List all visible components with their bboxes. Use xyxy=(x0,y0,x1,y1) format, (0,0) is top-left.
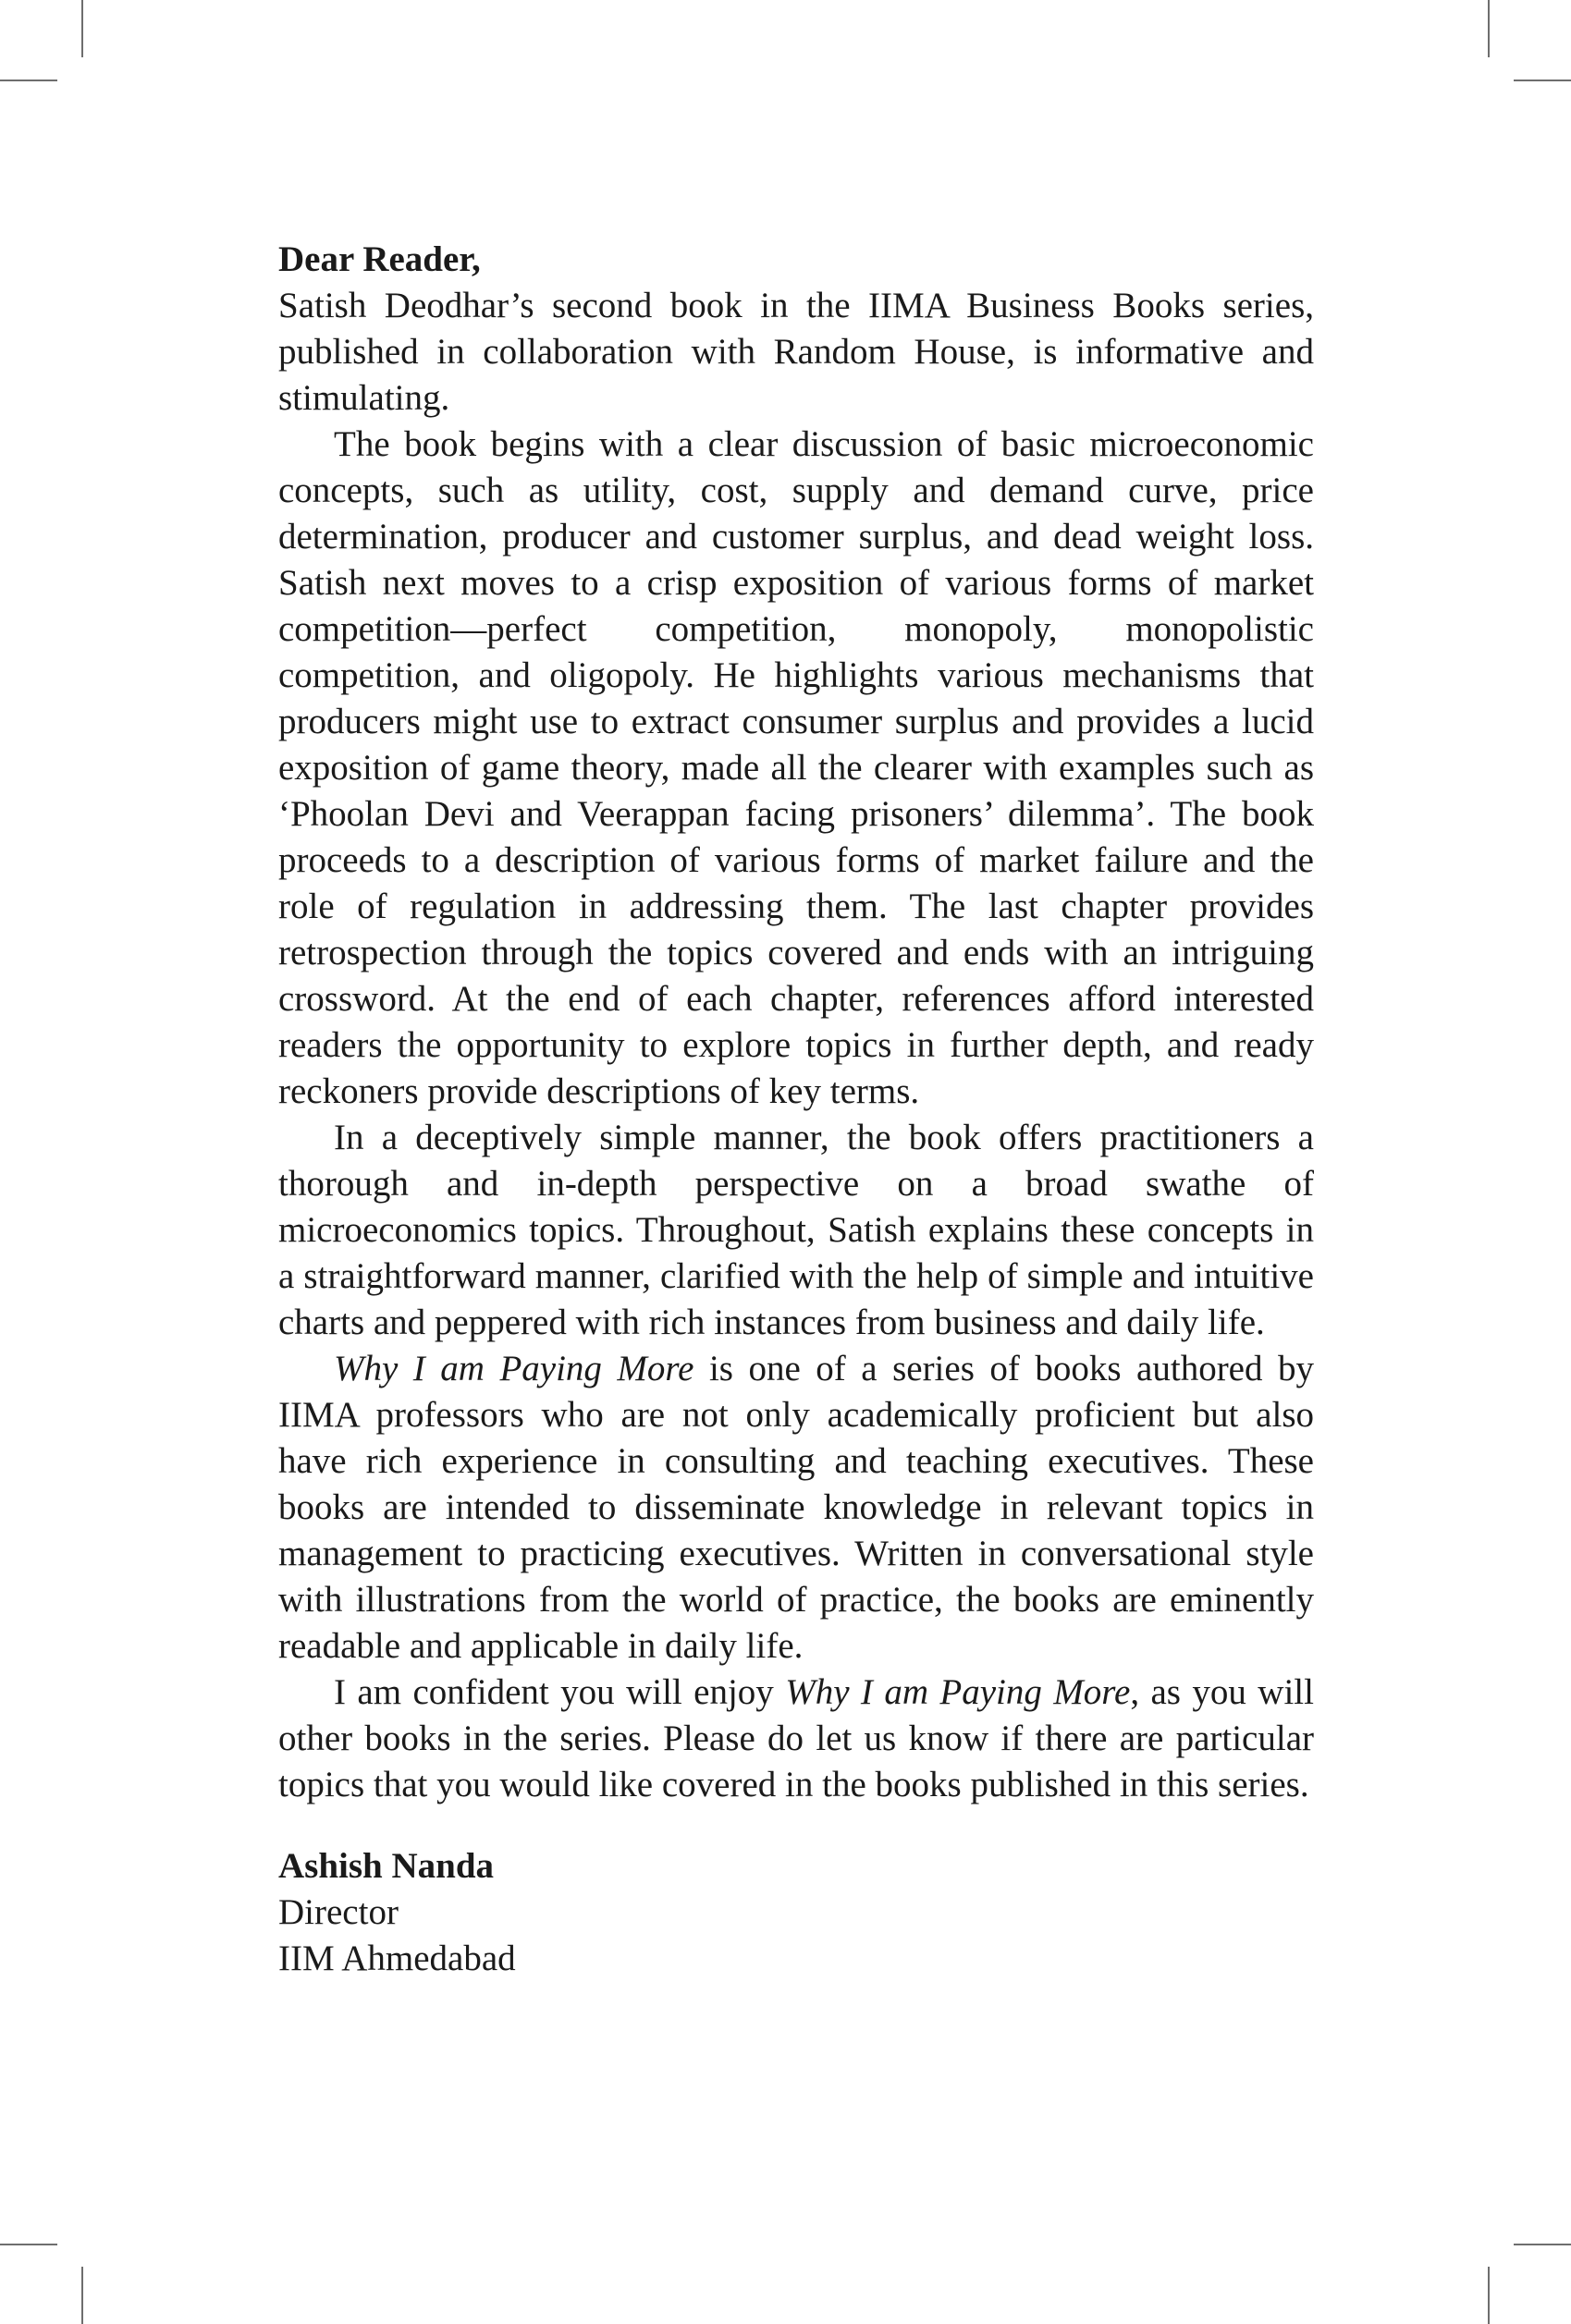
book-title-italic: Why I am Paying More xyxy=(334,1349,694,1388)
crop-mark-top-right-vertical xyxy=(1488,0,1490,57)
paragraph-text-run: , as you will other books in the series. Please do let us know if there are particular topics that you would like covered in the books published in this series. xyxy=(278,1672,1314,1804)
crop-mark-bottom-left-vertical xyxy=(81,2267,83,2324)
paragraph-text-run: Satish Deodhar’s second book in the IIMA Business Books series, published in collaboration with Random House, is informative and stimulating. xyxy=(278,286,1314,418)
signatory-institution: IIM Ahmedabad xyxy=(278,1939,516,1978)
signatory-title: Director xyxy=(278,1892,399,1932)
crop-mark-top-left-vertical xyxy=(81,0,83,57)
paragraph-text-run: I am confident you will enjoy xyxy=(334,1672,786,1712)
paragraph-series xyxy=(278,1346,1314,1670)
book-title-italic: Why I am Paying More xyxy=(785,1672,1131,1712)
paragraph-text-run: is one of a series of books authored by IIMA professors who are not only academically proficient but also have rich experience in consulting and teaching executives. These books are intended to disseminate knowledge in relevant topics in management to practicing executives. Written in conversational style with illustrations from the world of practice, the books are eminently readable and applicable in daily life. xyxy=(278,1349,1314,1666)
paragraph-text-run: In a deceptively simple manner, the book offers practitioners a thorough and in-depth perspective on a broad swathe of microeconomics topics. Throughout, Satish explains these concepts in a straightforward manner, clarified with the help of simple and intuitive charts and peppered with rich instances from business and daily life. xyxy=(278,1118,1314,1342)
paragraph-book-overview xyxy=(278,422,1314,1115)
paragraph-approach xyxy=(278,1115,1314,1346)
crop-mark-bottom-right-vertical xyxy=(1488,2267,1490,2324)
paragraph-intro xyxy=(278,283,1314,422)
crop-mark-top-right-horizontal xyxy=(1514,80,1571,81)
salutation: Dear Reader, xyxy=(278,239,481,279)
crop-mark-bottom-right-horizontal xyxy=(1514,2244,1571,2245)
crop-mark-top-left-horizontal xyxy=(0,80,57,81)
crop-mark-bottom-left-horizontal xyxy=(0,2244,57,2245)
signatory-name: Ashish Nanda xyxy=(278,1846,495,1886)
paragraph-text-run: The book begins with a clear discussion of basic microeconomic concepts, such as utility, cost, supply and demand curve, price determination, producer and customer surplus, and dead weight loss. Satish next moves to a crisp exposition of various forms of market competition—perfect competition, monopoly, monopolistic competition, and oligopoly. He highlights various mechanisms that producers might use to extract consumer surplus and provides a lucid exposition of game theory, made all the clearer with examples such as ‘Phoolan Devi and Veerappan facing prisoners’ dilemma’. The book proceeds to a description of various forms of market failure and the role of regulation in addressing them. The last chapter provides retrospection through the topics covered and ends with an intriguing crossword. At the end of each chapter, references afford interested readers the opportunity to explore topics in further depth, and ready reckoners provide descriptions of key terms. xyxy=(278,424,1314,1111)
signature-block xyxy=(278,1843,1314,1982)
letter-body xyxy=(278,237,1314,1982)
paragraph-closing xyxy=(278,1670,1314,1808)
